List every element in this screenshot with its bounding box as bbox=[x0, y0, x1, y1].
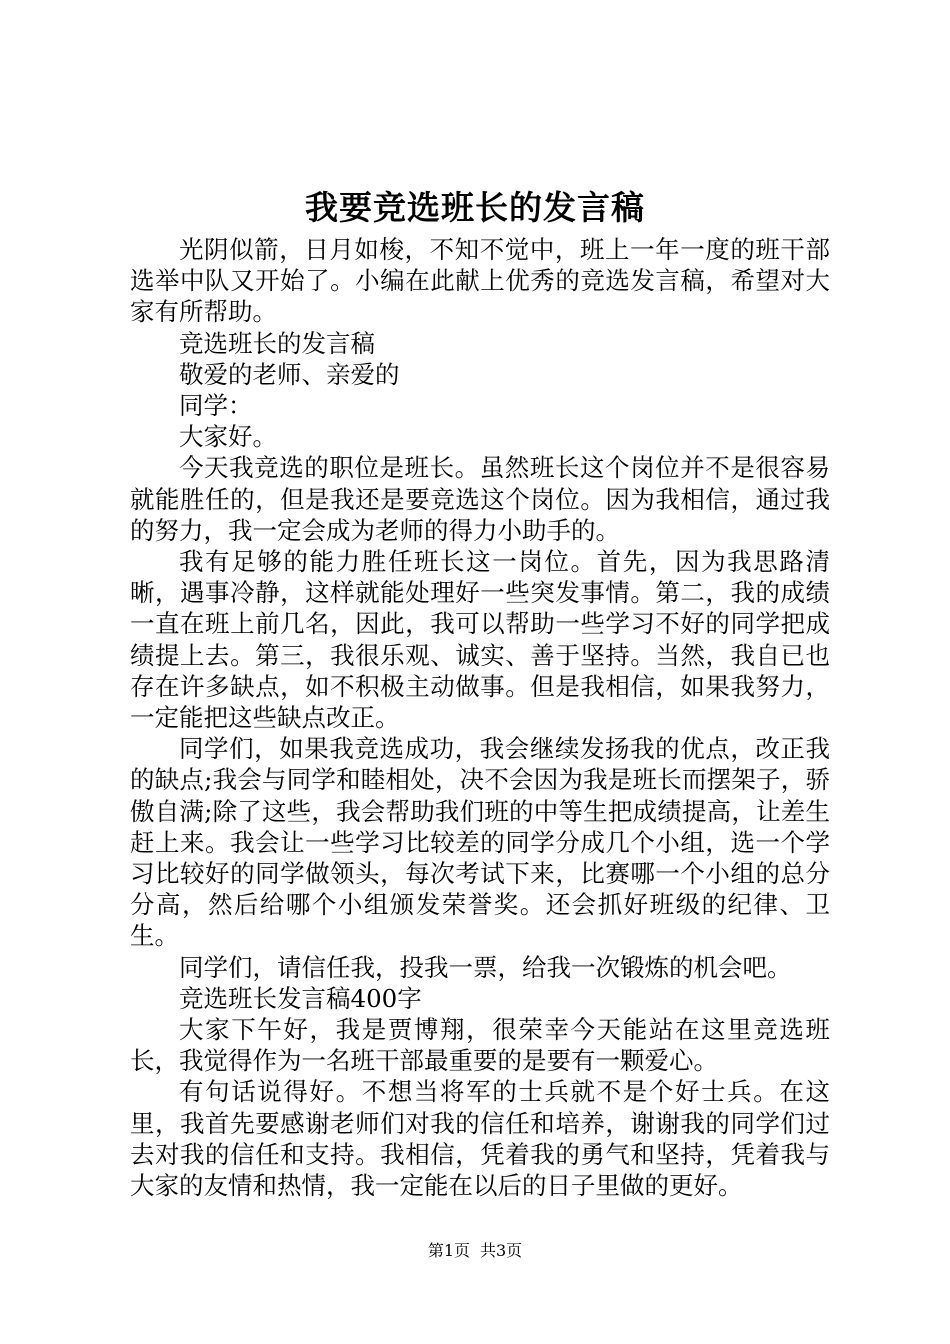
paragraph: 敬爱的老师、亲爱的 bbox=[179, 359, 400, 389]
paragraph: 光阴似箭，日月如梭，不知不觉中，班上一年一度的班干部选举中队又开始了。小编在此献上优秀的竞选发言稿，希望对大家有所帮助。 bbox=[130, 235, 830, 327]
page-number: 第1页 bbox=[427, 1241, 470, 1260]
paragraph: 今天我竞选的职位是班长。虽然班长这个岗位并不是很容易就能胜任的，但是我还是要竞选这个岗位。因为我相信，通过我的努力，我一定会成为老师的得力小助手的。 bbox=[130, 453, 830, 545]
paragraph: 我有足够的能力胜任班长这一岗位。首先，因为我思路清晰，遇事冷静，这样就能处理好一些突发事情。第二，我的成绩一直在班上前几名，因此，我可以帮助一些学习不好的同学把成绩提上去。第三，我很乐观、诚实、善于坚持。当然，我自已也存在许多缺点，如不积极主动做事。但是我相信，如果我努力，一定能把这些缺点改正。 bbox=[130, 547, 830, 733]
paragraph: 同学们，请信任我，投我一票，给我一次锻炼的机会吧。 bbox=[179, 952, 792, 982]
paragraph: 同学们，如果我竞选成功，我会继续发扬我的优点，改正我的缺点;我会与同学和睦相处，决不会因为我是班长而摆架子，骄傲自满;除了这些，我会帮助我们班的中等生把成绩提高，让差生赶上来。我会让一些学习比较差的同学分成几个小组，选一个学习比较好的同学做领头，每次考试下来，比赛哪一个小组的总分分高，然后给哪个小组颁发荣誉奖。还会抓好班级的纪律、卫生。 bbox=[130, 734, 830, 951]
paragraph: 大家好。 bbox=[179, 422, 277, 452]
paragraph: 大家下午好，我是贾博翔，很荣幸今天能站在这里竞选班长，我觉得作为一名班干部最重要的是要有一颗爱心。 bbox=[130, 1015, 830, 1076]
paragraph: 有句话说得好。不想当将军的士兵就不是个好士兵。在这里，我首先要感谢老师们对我的信任和培养，谢谢我的同学们过去对我的信任和支持。我相信，凭着我的勇气和坚持，凭着我与大家的友情和热情，我一定能在以后的日子里做的更好。 bbox=[130, 1077, 830, 1201]
page-total: 共3页 bbox=[480, 1241, 523, 1260]
page-footer bbox=[0, 1239, 950, 1263]
paragraph: 竞选班长发言稿400字 bbox=[179, 983, 422, 1013]
document-title: 我要竞选班长的发言稿 bbox=[305, 188, 645, 227]
document-body bbox=[130, 234, 830, 1201]
paragraph: 竞选班长的发言稿 bbox=[179, 328, 375, 358]
paragraph: 同学： bbox=[179, 391, 253, 421]
